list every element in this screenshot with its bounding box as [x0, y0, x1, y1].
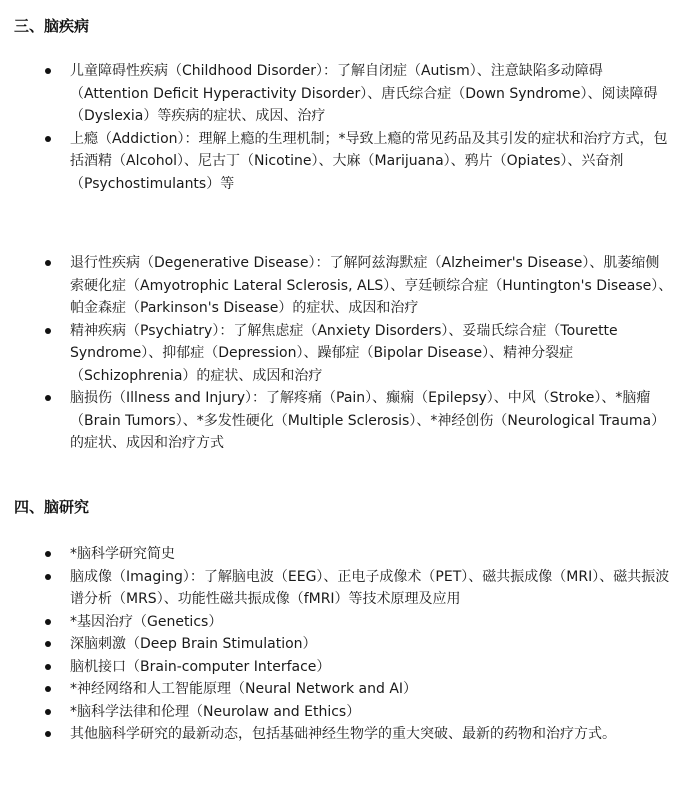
- bullet-icon: [45, 551, 51, 557]
- list-item: [0, 678, 691, 701]
- bullet-icon: [45, 328, 51, 334]
- bullet-icon: [45, 731, 51, 737]
- list-item: [0, 566, 691, 611]
- list-item-text: 深脑刺激（Deep Brain Stimulation）: [70, 636, 317, 652]
- bullet-icon: [45, 709, 51, 715]
- list-item-text: 脑成像（Imaging）：了解脑电波（EEG）、正电子成像术（PET）、磁共振成像（MRI）、磁共振波谱分析（MRS）、功能性磁共振成像（fMRI）等技术原理及应用: [70, 568, 670, 607]
- list-item-text: *基因治疗（Genetics）: [70, 613, 223, 630]
- section-heading-brain-research: 四、脑研究: [14, 498, 90, 516]
- list-item: [0, 387, 691, 455]
- bullet-list-diseases: [0, 252, 691, 455]
- bullet-list-research: [0, 543, 691, 746]
- list-item-text: 退行性疾病（Degenerative Disease）：了解阿兹海默症（Alzheimer's Disease）、肌萎缩侧索硬化症（Amyotrophic Lateral Sclerosis, ALS）、亨廷顿综合症（Huntington's Disease）、帕金森症（Parkinson's Disease）的症状、成因和治疗: [70, 255, 673, 316]
- list-item-text: 脑损伤（Illness and Injury）：了解疼痛（Pain）、癫痫（Epilepsy）、中风（Stroke）、*脑瘤（Brain Tumors）、*多发性硬化（Multiple Sclerosis）、*神经创伤（Neurological Trauma）的症状、成因和治疗方式: [70, 390, 666, 451]
- list-item: [0, 611, 691, 634]
- bullet-list-disorders: [0, 60, 691, 195]
- list-item-text: 上瘾（Addiction）：理解上瘾的生理机制；*导致上瘾的常见药品及其引发的症状和治疗方式，包括酒精（Alcohol）、尼古丁（Nicotine）、大麻（Marijuana）、鸦片（Opiates）、兴奋剂（Psychostimulants）等: [70, 130, 668, 192]
- list-item: [0, 252, 691, 320]
- bullet-icon: [45, 664, 51, 670]
- list-item-text: *脑科学研究简史: [70, 546, 175, 562]
- list-item: [0, 543, 691, 566]
- bullet-icon: [45, 68, 51, 74]
- list-item-text: 精神疾病（Psychiatry）：了解焦虑症（Anxiety Disorders）、妥瑞氏综合症（Tourette Syndrome）、抑郁症（Depression）、躁郁症（Bipolar Disease）、精神分裂症（Schizophrenia）的症状、成因和治疗: [70, 322, 618, 384]
- list-item-text: 其他脑科学研究的最新动态，包括基础神经生物学的重大突破、最新的药物和治疗方式。: [70, 726, 616, 742]
- list-item: [0, 723, 691, 746]
- list-item: [0, 320, 691, 388]
- list-item: [0, 128, 691, 196]
- list-item-text: *脑科学法律和伦理（Neurolaw and Ethics）: [70, 703, 361, 720]
- list-item-text: 脑机接口（Brain-computer Interface）: [70, 658, 331, 675]
- bullet-icon: [45, 136, 51, 142]
- section-heading-brain-diseases: 三、脑疾病: [14, 17, 90, 35]
- list-item: [0, 60, 691, 128]
- bullet-icon: [45, 641, 51, 647]
- bullet-icon: [45, 260, 51, 266]
- bullet-icon: [45, 574, 51, 580]
- list-item-text: *神经网络和人工智能原理（Neural Network and AI）: [70, 681, 418, 697]
- list-item: [0, 656, 691, 679]
- bullet-icon: [45, 395, 51, 401]
- bullet-icon: [45, 619, 51, 625]
- list-item: [0, 633, 691, 656]
- bullet-icon: [45, 686, 51, 692]
- list-item-text: 儿童障碍性疾病（Childhood Disorder）：了解自闭症（Autism）、注意缺陷多动障碍（Attention Deficit Hyperactivity Disorder）、唐氏综合症（Down Syndrome）、阅读障碍（Dyslexia）等疾病的症状、成因、治疗: [70, 63, 658, 124]
- list-item: [0, 701, 691, 724]
